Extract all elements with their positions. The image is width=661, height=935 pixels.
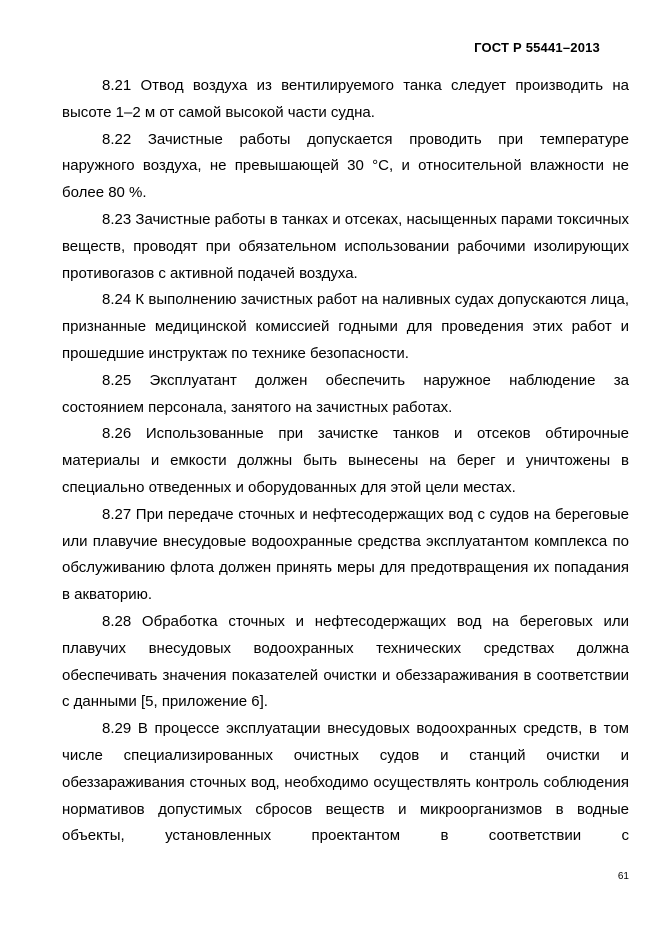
paragraph-8-27: 8.27 При передаче сточных и нефтесодержащих вод с судов на береговые или плавучие внесудовые водоохранные средства эксплуатантом комплекса по обслуживанию флота должен принять меры для предотвращения их попадания в акваторию. [62, 505, 629, 604]
body-text [62, 73, 629, 850]
paragraph-8-21: 8.21 Отвод воздуха из вентилируемого танка следует производить на высоте 1–2 м от самой высокой части судна. [62, 77, 629, 121]
paragraph-8-23: 8.23 Зачистные работы в танках и отсеках, насыщенных парами токсичных веществ, проводят при обязательном использовании рабочими изолирующих противогазов с активной подачей воздуха. [62, 210, 629, 282]
paragraph-8-24: 8.24 К выполнению зачистных работ на наливных судах допускаются лица, признанные медицинской комиссией годными для проведения этих работ и прошедшие инструктаж по технике безопасности. [62, 291, 629, 362]
paragraph-8-26: 8.26 Использованные при зачистке танков и отсеков обтирочные материалы и емкости должны быть вынесены на берег и уничтожены в специально отведенных и оборудованных для этой цели местах. [62, 425, 629, 496]
paragraph-8-29: 8.29 В процессе эксплуатации внесудовых водоохранных средств, в том числе специализированных очистных судов и станций очистки и обеззараживания сточных вод, необходимо осуществлять контроль соблюдения нормативов допустимых сбросов веществ и микроорганизмов в водные объекты, установленных проектантом в соответствии с [62, 720, 629, 845]
standard-header: ГОСТ Р 55441–2013 [474, 40, 600, 55]
paragraph-8-28: 8.28 Обработка сточных и нефтесодержащих вод на береговых или плавучих внесудовых водоохранных технических средствах должна обеспечивать значения показателей очистки и обеззараживания в соответствии с данными [5, приложение 6]. [62, 612, 629, 711]
paragraph-8-22: 8.22 Зачистные работы допускается проводить при температуре наружного воздуха, не превышающей 30 °С, и относительной влажности не более 80 %. [62, 130, 629, 202]
paragraph-8-25: 8.25 Эксплуатант должен обеспечить наружное наблюдение за состоянием персонала, занятого на зачистных работах. [62, 371, 629, 416]
page-number: 61 [617, 871, 629, 882]
